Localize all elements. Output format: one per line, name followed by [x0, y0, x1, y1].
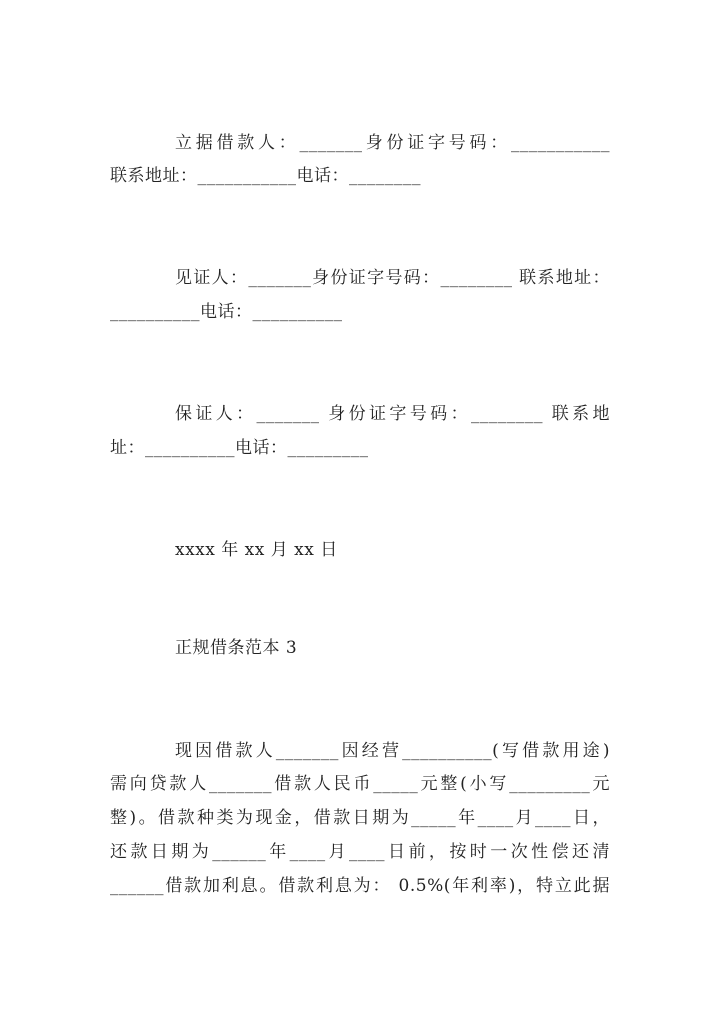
- section-title: 正规借条范本 3: [175, 638, 298, 658]
- body-line-4: 还款日期为______年____月____日前，按时一次性偿还清: [110, 842, 610, 862]
- guarantor-line-1: 保证人：_______ 身份证字号码：________ 联系地: [175, 404, 610, 424]
- guarantor-line-2: 址：__________电话：_________: [110, 438, 369, 458]
- body-line-3: 整)。借款种类为现金，借款日期为_____年____月____日，: [110, 808, 610, 828]
- lender-line-2: 联系地址：___________电话：________: [110, 166, 421, 186]
- body-line-5: ______借款加利息。借款利息为： 0.5%(年利率)，特立此据: [110, 876, 610, 896]
- body-line-1: 现因借款人_______因经营__________(写借款用途): [175, 741, 610, 761]
- witness-line-1: 见证人：_______身份证字号码：________ 联系地址：: [175, 268, 610, 288]
- date-line: xxxx 年 xx 月 xx 日: [175, 540, 338, 560]
- lender-line-1: 立据借款人：_______身份证字号码：___________: [175, 133, 610, 153]
- body-line-2: 需向贷款人_______借款人民币_____元整(小写_________元: [110, 774, 610, 794]
- witness-line-2: __________电话：__________: [110, 302, 343, 322]
